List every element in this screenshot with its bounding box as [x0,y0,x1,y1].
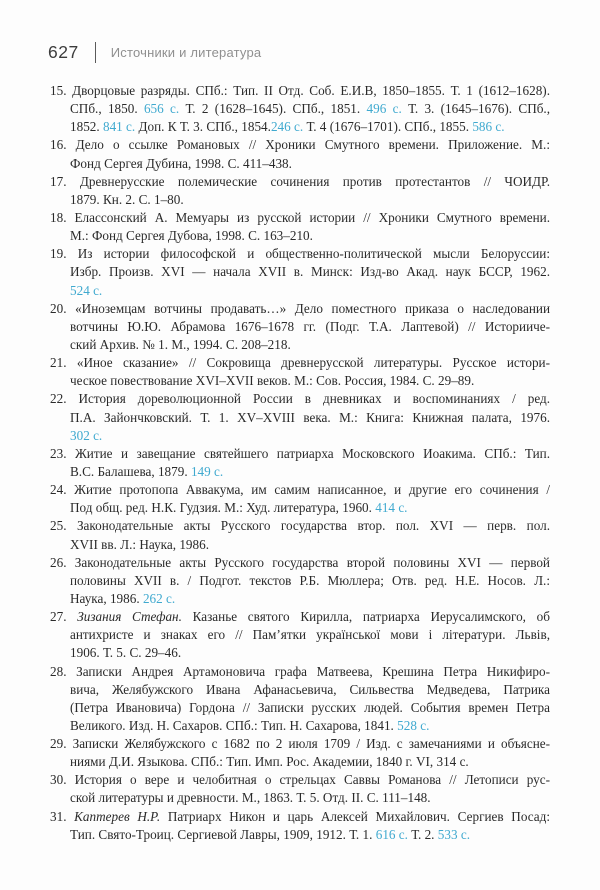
entry-text: Записки Андрея Артамоновича графа Матвеева, Крешина Петра Никифиро- [76,663,550,679]
entry-text: Законодательные акты Русского государства втор. пол. XVI — перв. пол. [76,518,550,534]
page-count-accent: 262 с. [142,590,176,606]
bibliography-entry [50,136,550,172]
bibliography-entry [50,173,550,209]
bibliography-entry [50,735,550,771]
entry-text: Т. 3. (1645–1676). СПб., [401,101,550,117]
entry-line [50,644,550,662]
entry-line [50,771,550,789]
entry-text: Житие протопопа Аввакума, им самим написанное, и другие его сочинения / [74,482,550,498]
page-count-accent: 149 с. [190,463,224,479]
entry-text: В.С. Балашева, 1879. [70,463,191,479]
entry-text: Под общ. ред. Н.К. Гудзия. М.: Худ. литература, 1960. [70,500,376,516]
author-name-italic: Зизания Стефан. [77,609,182,625]
entry-number: 30. [50,772,67,788]
entry-line [50,354,550,372]
entry-line [50,463,550,481]
page-count-accent: 528 с. [397,717,430,733]
page-count-accent: 496 с. [366,101,402,117]
entry-number: 22. [50,391,67,407]
entry-text: ский Архив. № 1. М., 1994. С. 208–218. [70,336,291,352]
entry-line [50,300,550,318]
bibliography-entry [50,481,550,517]
page-count-accent: 414 с. [375,500,408,516]
entry-line [50,390,550,408]
entry-number: 19. [50,246,67,262]
entry-line [50,735,550,753]
entry-line [50,499,550,517]
page-count-accent: 302 с. [70,427,103,443]
entry-text: Т. 2. [407,826,438,842]
entry-text: СПб., 1850. [70,101,144,117]
bibliography-entry [50,390,550,444]
entry-line [50,318,550,336]
author-name-italic: Каптерев Н.Р. [74,808,161,824]
entry-line [50,826,550,844]
entry-line [50,100,550,118]
bibliography-entry [50,209,550,245]
entry-line [50,717,550,735]
entry-text: Избр. Произв. XVI — начала XVII в. Минск: Изд-во Акад. наук БССР, 1962. [70,264,550,280]
bibliography-entry [50,445,550,481]
entry-line [50,572,550,590]
entry-line [50,699,550,717]
entry-line [50,808,550,826]
entry-text: Дело о ссылке Романовых // Хроники Смутного времени. Приложение. М.: [75,137,550,153]
entry-line [50,789,550,807]
entry-line [50,590,550,608]
bibliography-list [50,82,550,844]
entry-line [50,753,550,771]
entry-text: «Иноземцам вотчины продавать…» Дело поместного приказа о наследовании [75,300,550,316]
entry-text: ниями Д.И. Языкова. СПб.: Тип. Имп. Рос. Академии, 1840 г. VI, 314 с. [70,754,469,770]
bibliography-entry [50,354,550,390]
entry-text: (Петра Ивановича) Гордона // Записки русских людей. События времен Петра [70,699,550,715]
entry-text: «Иное сказание» // Сокровища древнерусской литературы. Русское истори- [76,355,550,371]
entry-line [50,209,550,227]
entry-text: 1879. Кн. 2. С. 1–80. [70,191,184,207]
entry-number: 18. [50,209,67,225]
entry-text: ской литературы и древности. М., 1863. Т. 5. Отд. II. С. 111–148. [70,790,431,806]
entry-line [50,663,550,681]
entry-text: История о вере и челобитная о стрельцах Саввы Романова // Летописи рус- [74,772,550,788]
entry-text: Житие и завещание святейшего патриарха Московского Иоакима. СПб.: Тип. [74,445,550,461]
entry-line [50,536,550,554]
entry-text: Наука, 1986. [70,590,143,606]
entry-line [50,155,550,173]
entry-line [50,82,550,100]
entry-text: Елассонский А. Мемуары из русской истории // Хроники Смутного времени. [74,209,550,225]
entry-line [50,517,550,535]
entry-number: 26. [50,554,67,570]
entry-text: Патриарх Никон и царь Алексей Михайлович. Сергиев Посад: [160,808,550,824]
entry-text: Дворцовые разряды. СПб.: Тип. II Отд. Соб. Е.И.В, 1850–1855. Т. 1 (1612–1628). [72,83,550,98]
entry-number: 31. [50,808,67,824]
entry-text: Доп. К Т. 3. СПб., 1854. [135,119,271,135]
bibliography-entry [50,608,550,662]
bibliography-entry [50,554,550,608]
page-count-accent: 533 с. [437,826,470,842]
section-title: Источники и литература [110,45,262,60]
entry-line [50,681,550,699]
entry-text: вича, Желябужского Ивана Афанасьевича, Сильвества Медведева, Патрика [70,681,550,697]
entry-text: Т. 4 (1676–1701). СПб., 1855. [303,119,473,135]
entry-text: П.А. Зайончковский. Т. 1. XV–XVIII века. М.: Книга: Книжная палата, 1976. [70,409,550,425]
entry-text: Казанье святого Кирилла, патриарха Иерусалимского, об [181,609,550,625]
page-count-accent: 656 с. [143,101,180,117]
entry-number: 20. [50,300,67,316]
page-count-accent: 524 с. [70,282,103,298]
entry-line [50,227,550,245]
entry-text: ческое повествование XVI–XVII веков. М.: Сов. Россия, 1984. С. 29–89. [70,373,475,389]
entry-text: Фонд Сергея Дубина, 1998. С. 411–438. [70,155,292,171]
bibliography-entry [50,300,550,354]
entry-text: Великого. Изд. Н. Сахаров. СПб.: Тип. Н. Сахарова, 1841. [70,717,398,733]
entry-number: 15. [50,83,67,98]
entry-line [50,608,550,626]
entry-line [50,481,550,499]
bibliography-entry [50,245,550,299]
entry-number: 23. [50,445,67,461]
bibliography-entry [50,771,550,807]
entry-line [50,445,550,463]
entry-number: 25. [50,518,67,534]
entry-line [50,372,550,390]
entry-line [50,245,550,263]
entry-number: 29. [50,736,67,752]
entry-number: 21. [50,355,67,371]
entry-line [50,173,550,191]
entry-text: 1906. Т. 5. С. 29–46. [70,645,182,661]
page-count-accent: 841 с. [102,119,136,135]
page-count-accent: 586 с. [472,119,505,135]
entry-text: антихристе и знаках его // Пам’ятки української мови і літератури. Львів, [70,627,550,643]
entry-text: Тип. Свято-Троиц. Сергиевой Лавры, 1909, 1912. Т. 1. [70,826,376,842]
entry-line [50,263,550,281]
header-divider [95,42,96,63]
page-count-accent: 246 с. [270,119,304,135]
entry-text: Древнерусские полемические сочинения против протестантов // ЧОИДР. [79,173,550,189]
entry-number: 16. [50,137,67,153]
entry-line [50,136,550,154]
entry-text: Записки Желябужского с 1682 по 2 июля 1709 / Изд. с замечаниями и объясне- [72,736,550,752]
entry-text: Из истории философской и общественно-политической мысли Белоруссии: [77,246,550,262]
page-header [48,42,560,63]
page-number: 627 [48,42,79,62]
entry-number: 24. [50,482,67,498]
entry-line [50,282,550,300]
entry-text: Законодательные акты Русского государства второй половины XVI — первой [74,554,550,570]
entry-line [50,427,550,445]
entry-line [50,336,550,354]
entry-line [50,118,550,136]
entry-number: 27. [50,609,67,625]
entry-text: История дореволюционной России в дневниках и воспоминаниях / ред. [78,391,550,407]
entry-line [50,191,550,209]
entry-line [50,554,550,572]
entry-text: половины XVII в. / Подгот. текстов Р.Б. Мюллера; Отв. ред. Н.Е. Носов. Л.: [70,572,550,588]
entry-text: М.: Фонд Сергея Дубова, 1998. С. 163–210. [70,228,313,244]
entry-text: XVII вв. Л.: Наука, 1986. [70,536,210,552]
bibliography-entry [50,517,550,553]
bibliography-entry [50,808,550,844]
entry-text: Т. 2 (1628–1645). СПб., 1851. [179,101,367,117]
entry-text: вотчины Ю.Ю. Абрамова 1676–1678 гг. (Подг. Т.А. Лаптевой) // Историиче- [70,318,550,334]
entry-number: 17. [50,173,67,189]
bibliography-entry [50,663,550,736]
page-count-accent: 616 с. [375,826,408,842]
entry-text: 1852. [70,119,103,135]
entry-line [50,409,550,427]
entry-line [50,626,550,644]
entry-number: 28. [50,663,67,679]
bibliography-entry [50,82,550,136]
